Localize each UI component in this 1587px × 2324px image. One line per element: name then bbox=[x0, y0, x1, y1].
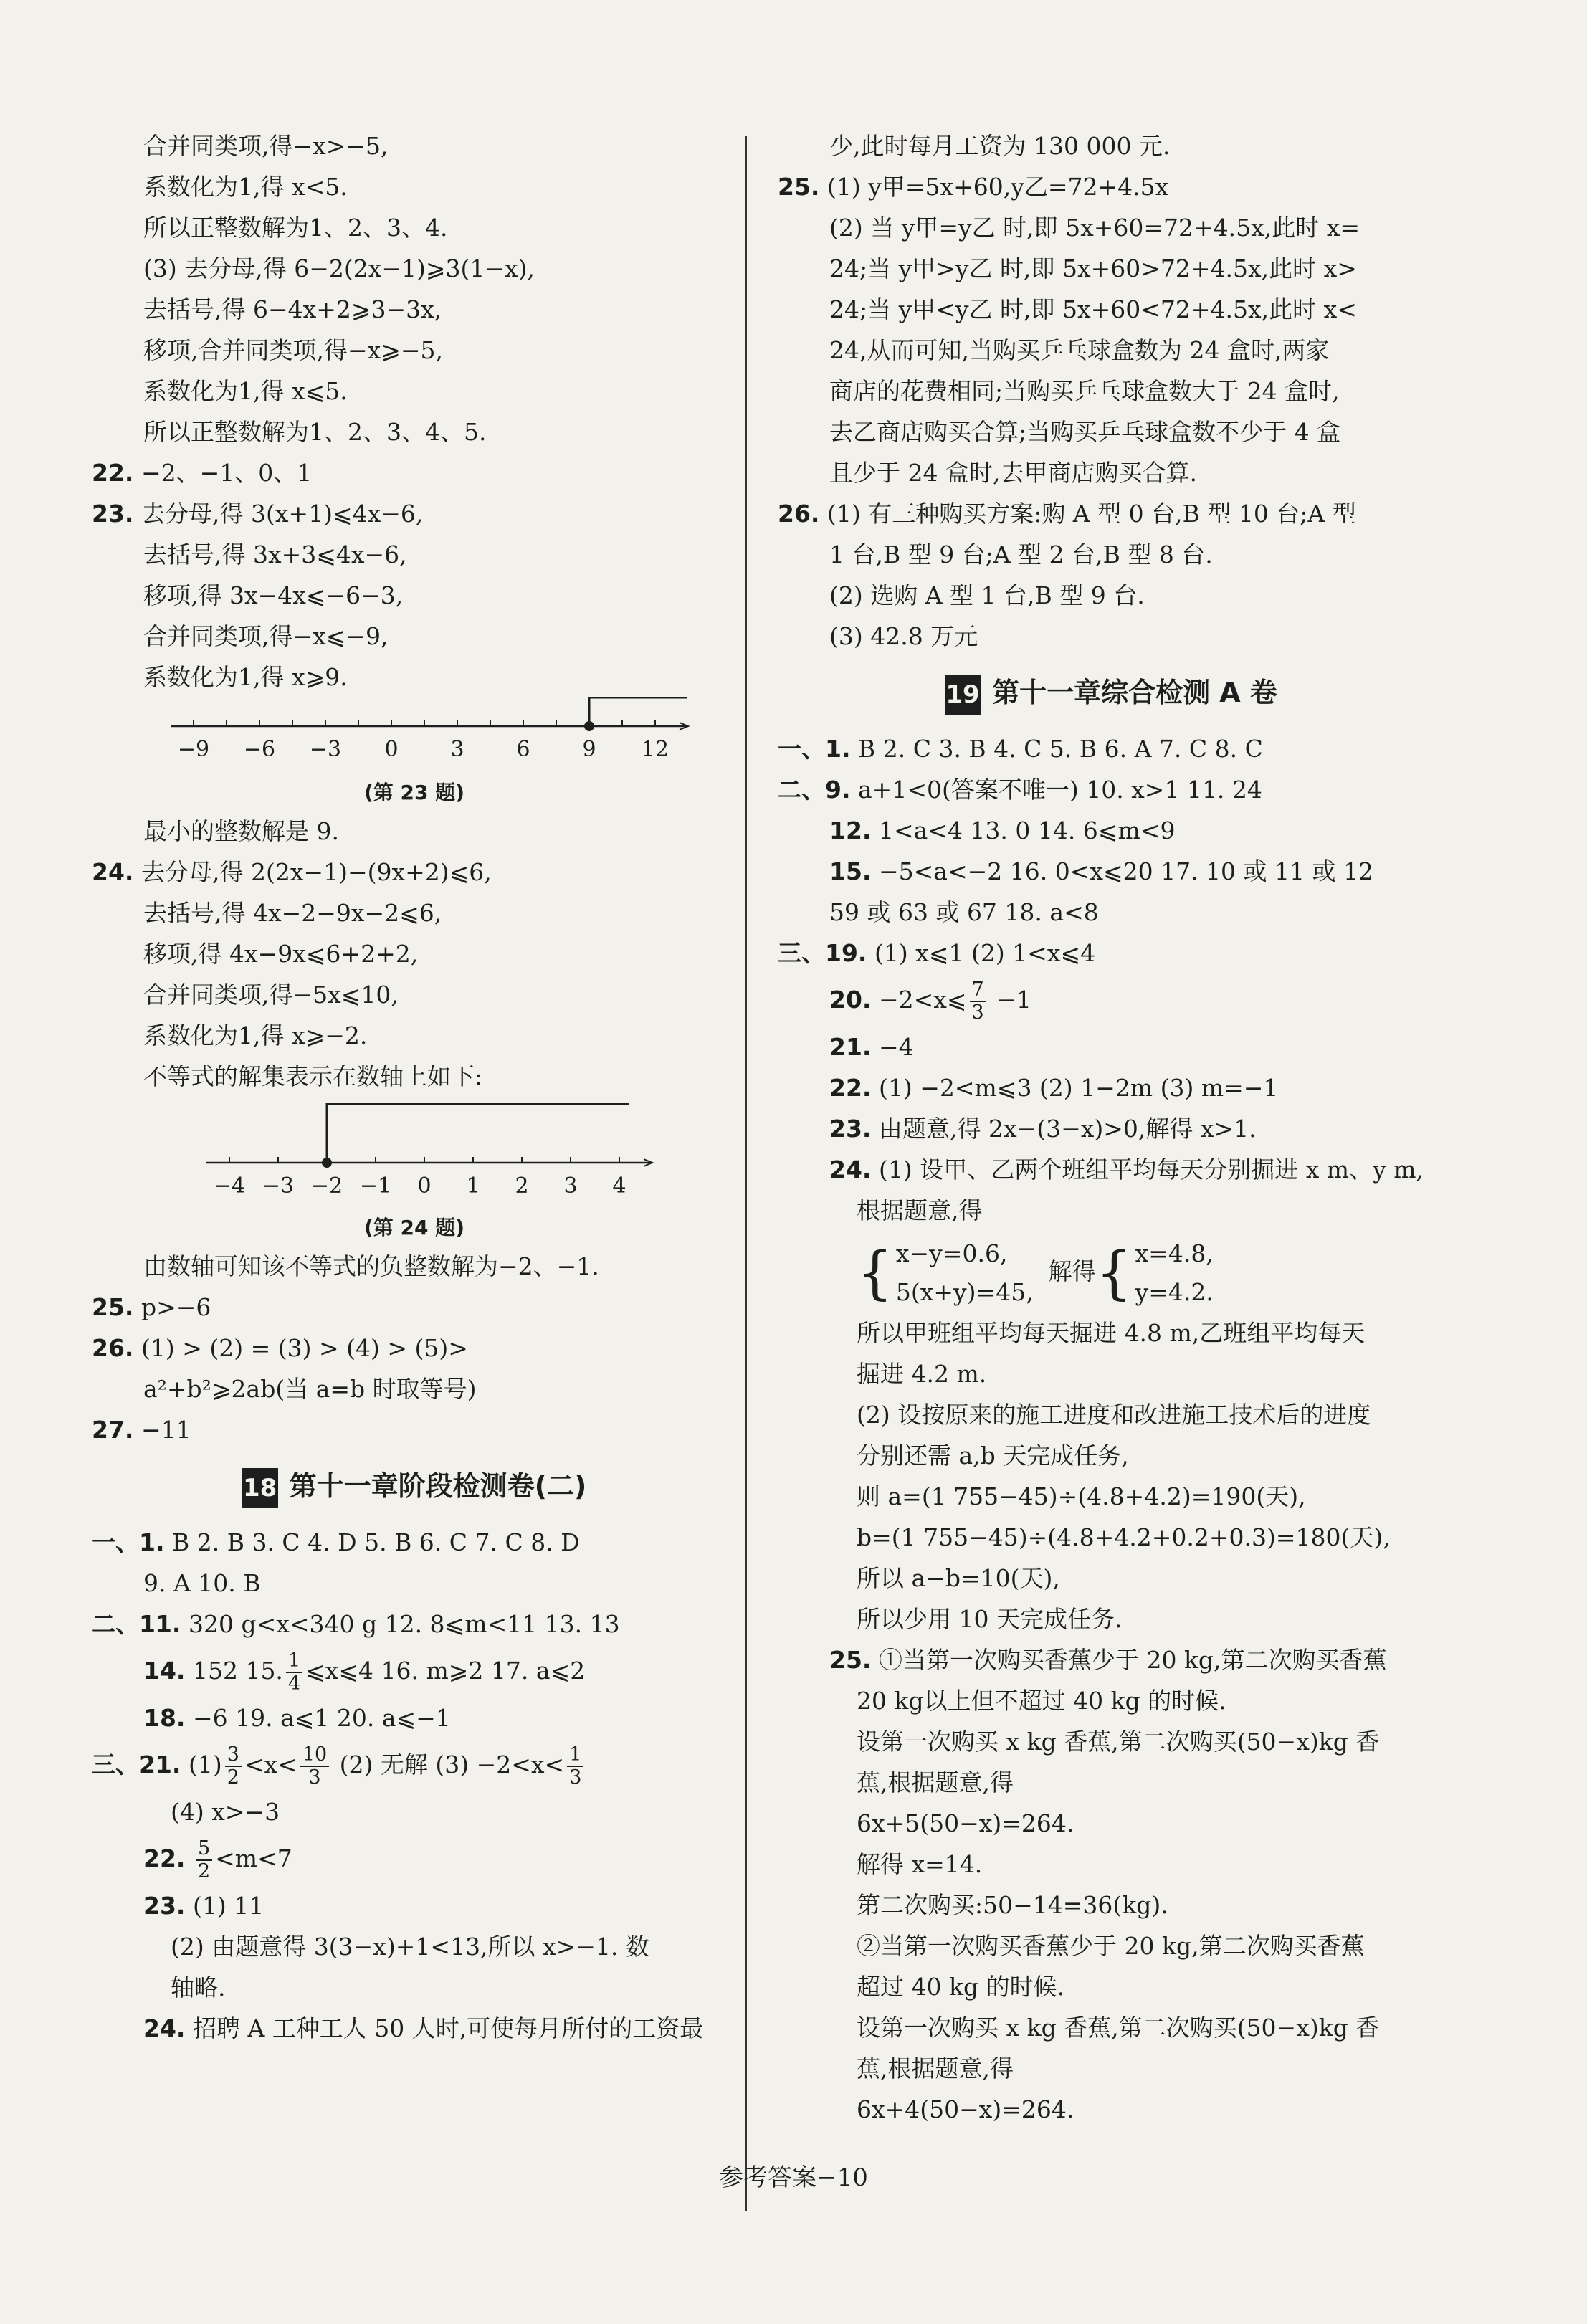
column-divider bbox=[745, 136, 747, 2211]
numerator: 1 bbox=[286, 1650, 302, 1673]
text-line: 移项,合并同类项,得−x⩾−5, bbox=[143, 336, 444, 364]
answer-text: 解得 bbox=[1048, 1257, 1096, 1285]
fraction bbox=[970, 979, 986, 1024]
fraction bbox=[567, 1744, 583, 1789]
answer-text: 由题意,得 2x−(3−x)>0,解得 x>1. bbox=[878, 1115, 1257, 1143]
answer-text: (1) x⩽1 (2) 1<x⩽4 bbox=[874, 939, 1096, 967]
section-number-badge: 19 bbox=[945, 675, 981, 715]
text-line: b=(1 755−45)÷(4.8+4.2+0.2+0.3)=180(天), bbox=[857, 1523, 1391, 1551]
answer-text: (1) bbox=[188, 1751, 222, 1778]
answer-line bbox=[92, 1832, 737, 1885]
question-number: 22. bbox=[143, 1844, 186, 1872]
answer-text: −4 bbox=[878, 1033, 914, 1061]
tick-label: −9 bbox=[177, 737, 210, 762]
tick-label: −6 bbox=[243, 737, 276, 762]
answer-line bbox=[778, 933, 1444, 973]
answer-line bbox=[778, 851, 1444, 892]
text-line: 系数化为1,得 x<5. bbox=[143, 173, 348, 201]
text-line: 所以少用 10 天完成任务. bbox=[857, 1605, 1123, 1633]
answer-26 bbox=[92, 1328, 737, 1368]
answer-line bbox=[778, 1108, 1444, 1149]
text-line: 轴略. bbox=[171, 1973, 226, 2001]
answer-line bbox=[92, 2008, 737, 2049]
text-line: 系数化为1,得 x⩾−2. bbox=[143, 1021, 368, 1049]
number-line-23 bbox=[92, 697, 737, 769]
text-line: 24;当 y甲<y乙 时,即 5x+60<72+4.5x,此时 x< bbox=[829, 295, 1357, 323]
left-column bbox=[92, 125, 737, 2049]
equation: 5(x+y)=45, bbox=[895, 1278, 1034, 1306]
number-line-figure-24 bbox=[92, 1097, 737, 1246]
tick-label: −3 bbox=[309, 737, 342, 762]
answer-text: 320 g<x<340 g 12. 8⩽m<11 13. 13 bbox=[188, 1610, 620, 1638]
text-line: 设第一次购买 x kg 香蕉,第二次购买(50−x)kg 香 bbox=[857, 1728, 1380, 1756]
question-number: 一、1. bbox=[778, 735, 851, 763]
tick-label: 1 bbox=[466, 1173, 480, 1199]
answer-text: a+1<0(答案不唯一) 10. x>1 11. 24 bbox=[858, 776, 1262, 804]
answer-line bbox=[778, 973, 1444, 1027]
text-line: 则 a=(1 755−45)÷(4.8+4.2)=190(天), bbox=[857, 1482, 1306, 1510]
text-line: 移项,得 3x−4x⩽−6−3, bbox=[143, 581, 404, 609]
answer-text: ⩽x⩽4 16. m⩾2 17. a⩽2 bbox=[305, 1657, 586, 1685]
tick-label: −3 bbox=[262, 1173, 295, 1199]
answer-text: (1) 有三种购买方案:购 A 型 0 台,B 型 10 台;A 型 bbox=[826, 500, 1356, 528]
question-number: 23. bbox=[92, 500, 134, 528]
question-number: 24. bbox=[92, 858, 134, 886]
question-number: 22. bbox=[829, 1074, 872, 1102]
text-line: 20 kg以上但不超过 40 kg 的时候. bbox=[857, 1687, 1226, 1715]
question-number: 二、9. bbox=[778, 776, 851, 804]
text-line: (2) 由题意得 3(3−x)+1<13,所以 x>−1. 数 bbox=[171, 1933, 649, 1961]
tick-label: 2 bbox=[515, 1173, 529, 1199]
text-line: 去括号,得 3x+3⩽4x−6, bbox=[143, 540, 407, 568]
text-line: 且少于 24 盒时,去甲商店购买合算. bbox=[829, 459, 1197, 487]
answer-27 bbox=[92, 1409, 737, 1450]
answer-text: −2、−1、0、1 bbox=[140, 459, 313, 487]
text-line: 由数轴可知该不等式的负整数解为−2、−1. bbox=[143, 1252, 599, 1280]
answer-26 bbox=[778, 493, 1444, 534]
tick-label: 9 bbox=[582, 737, 596, 762]
denominator: 2 bbox=[197, 1860, 211, 1882]
answer-line bbox=[92, 1885, 737, 1926]
answer-text: B 2. C 3. B 4. C 5. B 6. A 7. C 8. C bbox=[858, 735, 1263, 763]
text-line: 合并同类项,得−5x⩽10, bbox=[143, 981, 399, 1009]
question-number: 22. bbox=[92, 459, 134, 487]
text-line: (2) 当 y甲=y乙 时,即 5x+60=72+4.5x,此时 x= bbox=[829, 214, 1360, 242]
answer-line bbox=[92, 1697, 737, 1738]
text-line: 根据题意,得 bbox=[857, 1196, 983, 1224]
answer-text: p>−6 bbox=[140, 1293, 211, 1321]
answer-line bbox=[778, 1639, 1444, 1680]
tick-label: 3 bbox=[450, 737, 464, 762]
denominator: 4 bbox=[287, 1672, 301, 1695]
figure-caption: (第 23 题) bbox=[363, 781, 465, 804]
answer-25 bbox=[778, 166, 1444, 207]
question-number: 三、21. bbox=[92, 1751, 181, 1778]
question-number: 20. bbox=[829, 986, 872, 1014]
text-line: (3) 42.8 万元 bbox=[829, 622, 978, 650]
question-number: 三、19. bbox=[778, 939, 867, 967]
answer-line bbox=[778, 728, 1444, 769]
text-line: ②当第一次购买香蕉少于 20 kg,第二次购买香蕉 bbox=[857, 1932, 1365, 1960]
answer-25 bbox=[92, 1287, 737, 1328]
text-line: 少,此时每月工资为 130 000 元. bbox=[829, 132, 1171, 160]
question-number: 25. bbox=[829, 1646, 872, 1674]
text-line: 去括号,得 4x−2−9x−2⩽6, bbox=[143, 899, 442, 927]
text-line: 设第一次购买 x kg 香蕉,第二次购买(50−x)kg 香 bbox=[857, 2014, 1380, 2042]
page-footer: 参考答案−10 bbox=[719, 2163, 868, 2192]
section-heading-18 bbox=[92, 1450, 737, 1522]
text-line: 分别还需 a,b 天完成任务, bbox=[857, 1442, 1129, 1470]
tick-label: −2 bbox=[310, 1173, 343, 1199]
tick-label: 4 bbox=[612, 1173, 626, 1199]
text-line: 合并同类项,得−x⩽−9, bbox=[143, 622, 389, 650]
fraction bbox=[300, 1744, 329, 1789]
text-line: 蕉,根据题意,得 bbox=[857, 1768, 1014, 1796]
text-line: 最小的整数解是 9. bbox=[143, 817, 339, 845]
question-number: 二、11. bbox=[92, 1610, 181, 1638]
text-line: 蕉,根据题意,得 bbox=[857, 2054, 1014, 2082]
system-equations bbox=[896, 1234, 1034, 1312]
solid-point bbox=[322, 1158, 332, 1168]
text-line: 6x+4(50−x)=264. bbox=[857, 2095, 1074, 2123]
question-number: 27. bbox=[92, 1416, 134, 1444]
answer-24 bbox=[92, 852, 737, 892]
question-number: 23. bbox=[143, 1892, 186, 1920]
text-line: 6x+5(50−x)=264. bbox=[857, 1809, 1074, 1837]
equation: x=4.8, bbox=[1135, 1239, 1214, 1267]
text-line: 商店的花费相同;当购买乒乓球盒数大于 24 盒时, bbox=[829, 377, 1340, 405]
text-line: 所以 a−b=10(天), bbox=[857, 1564, 1060, 1592]
answer-text: 1<a<4 13. 0 14. 6⩽m<9 bbox=[878, 816, 1176, 844]
section-number-badge: 18 bbox=[242, 1468, 278, 1508]
question-number: 18. bbox=[143, 1704, 186, 1732]
numerator: 7 bbox=[970, 979, 986, 1002]
fraction bbox=[286, 1650, 302, 1695]
denominator: 2 bbox=[227, 1766, 239, 1789]
answer-text: (1) 设甲、乙两个班组平均每天分别掘进 x m、y m, bbox=[878, 1156, 1424, 1184]
text-line: 9. A 10. B bbox=[143, 1569, 261, 1597]
answer-line bbox=[92, 1738, 737, 1791]
answer-text: (2) 无解 (3) −2<x< bbox=[332, 1751, 565, 1778]
tick-label: 6 bbox=[516, 737, 530, 762]
section-title: 第十一章综合检测 A 卷 bbox=[992, 677, 1277, 708]
question-number: 一、1. bbox=[92, 1528, 165, 1556]
answer-23 bbox=[92, 493, 737, 534]
text-line: 合并同类项,得−x>−5, bbox=[143, 132, 389, 160]
text-line: 24;当 y甲>y乙 时,即 5x+60>72+4.5x,此时 x> bbox=[829, 254, 1357, 282]
answer-line bbox=[778, 810, 1444, 851]
answer-line bbox=[92, 1604, 737, 1644]
answer-text: 去分母,得 2(2x−1)−(9x+2)⩽6, bbox=[140, 858, 492, 886]
text-line: 去括号,得 6−4x+2⩾3−3x, bbox=[143, 295, 442, 323]
text-line: 第二次购买:50−14=36(kg). bbox=[857, 1891, 1168, 1919]
fraction bbox=[225, 1744, 242, 1789]
numerator: 5 bbox=[196, 1838, 212, 1861]
equation: x−y=0.6, bbox=[895, 1239, 1008, 1267]
answer-block-continued bbox=[92, 125, 737, 452]
answer-line bbox=[778, 1149, 1444, 1190]
text-line: 所以正整数解为1、2、3、4、5. bbox=[143, 418, 487, 446]
equation-system bbox=[778, 1231, 1444, 1313]
solid-point bbox=[584, 721, 594, 731]
answer-text: 招聘 A 工种工人 50 人时,可使每月所付的工资最 bbox=[192, 2014, 704, 2042]
text-line: (2) 设按原来的施工进度和改进施工技术后的进度 bbox=[857, 1401, 1371, 1429]
question-number: 12. bbox=[829, 816, 872, 844]
text-line: 解得 x=14. bbox=[857, 1850, 983, 1878]
text-line: (2) 选购 A 型 1 台,B 型 9 台. bbox=[829, 581, 1145, 609]
question-number: 25. bbox=[778, 173, 820, 201]
text-line: (3) 去分母,得 6−2(2x−1)⩾3(1−x), bbox=[143, 254, 535, 282]
tick-label: −4 bbox=[213, 1173, 246, 1199]
number-line-24 bbox=[92, 1097, 737, 1204]
numerator: 10 bbox=[300, 1744, 329, 1767]
answer-text: (1) −2<m⩽3 (2) 1−2m (3) m=−1 bbox=[878, 1074, 1279, 1102]
denominator: 3 bbox=[971, 1001, 984, 1024]
brace-glyph: { bbox=[857, 1239, 893, 1306]
text-line: 超过 40 kg 的时候. bbox=[857, 1973, 1065, 2001]
answer-text: (1) > (2) = (3) > (4) > (5)> bbox=[140, 1334, 468, 1362]
section-title: 第十一章阶段检测卷(二) bbox=[289, 1470, 587, 1502]
text-line: 移项,得 4x−9x⩽6+2+2, bbox=[143, 940, 419, 968]
answer-line bbox=[778, 1027, 1444, 1067]
answer-text: −1 bbox=[988, 986, 1031, 1014]
section-heading-19 bbox=[778, 657, 1444, 728]
numerator: 3 bbox=[225, 1744, 242, 1767]
answer-22 bbox=[92, 452, 737, 493]
question-number: 25. bbox=[92, 1293, 134, 1321]
answer-text: −5<a<−2 16. 0<x⩽20 17. 10 或 11 或 12 bbox=[878, 857, 1373, 885]
question-number: 24. bbox=[143, 2014, 186, 2042]
text-line: a²+b²⩾2ab(当 a=b 时取等号) bbox=[143, 1375, 477, 1403]
text-line: 去乙商店购买合算;当购买乒乓球盒数不少于 4 盒 bbox=[829, 418, 1341, 446]
text-line: 59 或 63 或 67 18. a<8 bbox=[829, 898, 1099, 926]
solution-ray bbox=[327, 1104, 629, 1163]
number-line-figure-23 bbox=[92, 697, 737, 811]
answer-text: (1) y甲=5x+60,y乙=72+4.5x bbox=[826, 173, 1169, 201]
tick-label: 0 bbox=[384, 737, 399, 762]
answer-text: (1) 11 bbox=[192, 1892, 264, 1920]
tick-label: −1 bbox=[359, 1173, 392, 1199]
text-line: 所以甲班组平均每天掘进 4.8 m,乙班组平均每天 bbox=[857, 1319, 1366, 1347]
text-line: 1 台,B 型 9 台;A 型 2 台,B 型 8 台. bbox=[829, 540, 1213, 568]
answer-text: −11 bbox=[140, 1416, 191, 1444]
answer-text: −2<x⩽ bbox=[878, 986, 967, 1014]
answer-line bbox=[778, 769, 1444, 810]
tick-label: 12 bbox=[641, 737, 669, 762]
question-number: 26. bbox=[778, 500, 820, 528]
answer-text: 去分母,得 3(x+1)⩽4x−6, bbox=[140, 500, 424, 528]
text-line: 不等式的解集表示在数轴上如下: bbox=[143, 1062, 483, 1090]
solution-ray bbox=[589, 697, 687, 726]
text-line: 掘进 4.2 m. bbox=[857, 1360, 987, 1388]
right-column bbox=[778, 125, 1444, 2130]
text-line: (4) x>−3 bbox=[171, 1798, 280, 1826]
question-number: 15. bbox=[829, 857, 872, 885]
answer-text: ①当第一次购买香蕉少于 20 kg,第二次购买香蕉 bbox=[878, 1646, 1387, 1674]
equation: y=4.2. bbox=[1135, 1278, 1214, 1306]
question-number: 24. bbox=[829, 1156, 872, 1184]
answer-text: −6 19. a⩽1 20. a⩽−1 bbox=[192, 1704, 451, 1732]
denominator: 3 bbox=[308, 1766, 321, 1789]
answer-text: B 2. B 3. C 4. D 5. B 6. C 7. C 8. D bbox=[172, 1528, 580, 1556]
answer-line bbox=[92, 1522, 737, 1563]
figure-caption: (第 24 题) bbox=[363, 1216, 465, 1239]
question-number: 14. bbox=[143, 1657, 186, 1685]
question-number: 21. bbox=[829, 1033, 872, 1061]
answer-text: 152 15. bbox=[192, 1657, 283, 1685]
answer-text: <x< bbox=[244, 1751, 297, 1778]
question-number: 26. bbox=[92, 1334, 134, 1362]
system-solution bbox=[1135, 1234, 1214, 1312]
numerator: 1 bbox=[567, 1744, 583, 1767]
text-line: 24,从而可知,当购买乒乓球盒数为 24 盒时,两家 bbox=[829, 336, 1330, 364]
text-line: 系数化为1,得 x⩽5. bbox=[143, 377, 348, 405]
fraction bbox=[196, 1838, 212, 1882]
brace-glyph: { bbox=[1095, 1239, 1133, 1306]
tick-label: 3 bbox=[563, 1173, 578, 1199]
text-line: 所以正整数解为1、2、3、4. bbox=[143, 214, 448, 242]
answer-line bbox=[778, 1067, 1444, 1108]
text-line: 系数化为1,得 x⩾9. bbox=[143, 663, 348, 691]
answer-text: <m<7 bbox=[215, 1844, 292, 1872]
question-number: 23. bbox=[829, 1115, 872, 1143]
answer-line bbox=[92, 1644, 737, 1697]
tick-label: 0 bbox=[417, 1173, 432, 1199]
denominator: 3 bbox=[569, 1766, 582, 1789]
